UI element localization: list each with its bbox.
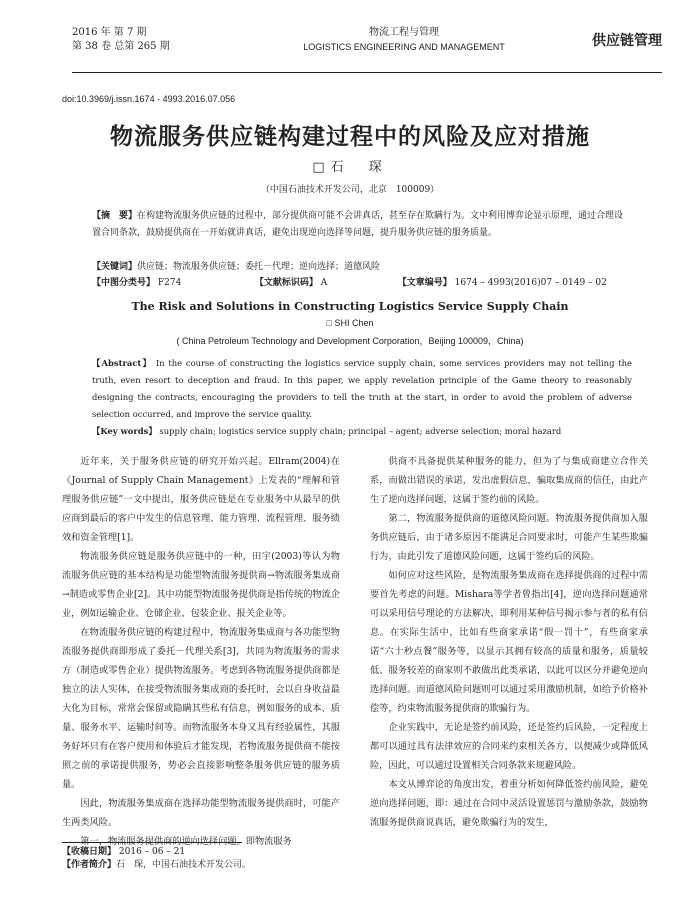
author-bio-label: 【作者简介】 — [62, 860, 117, 870]
body-column-right — [370, 452, 648, 832]
journal-name-en: LOGISTICS ENGINEERING AND MANAGEMENT — [303, 42, 505, 52]
footnote-rule — [62, 842, 242, 843]
body-paragraph: 供商不具备提供某种服务的能力，但为了与集成商建立合作关系，而做出错误的承诺，发出虚假信息，骗取集成商的信任，由此产生了逆向选择问题，这属于签约前的风险。 — [370, 456, 648, 505]
year-issue: 2016 年 第 7 期 — [72, 27, 147, 38]
footnote — [62, 846, 251, 872]
affiliation-en: ( China Petroleum Technology and Development Corporation，Beijing 100009，China) — [176, 336, 524, 346]
body-column-left — [62, 452, 340, 851]
header-rule — [72, 72, 662, 73]
article-no-value: 1674 – 4993(2016)07 – 0149 – 02 — [454, 278, 607, 288]
classification-row — [92, 276, 632, 290]
body-paragraph: 本文从博弈论的角度出发，着重分析如何降低签约前风险，避免逆向选择问题，即：通过在合同中灵活设置惩罚与激励条款，鼓励物流服务提供商说真话，避免欺骗行为的发生， — [370, 779, 648, 828]
issue-info — [72, 26, 170, 54]
keywords-cn-text: 供应链；物流服务供应链；委托－代理；逆向选择；道德风险 — [137, 262, 381, 272]
abstract-cn-text: 在构建物流服务供应链的过程中，部分提供商可能不会讲真话，甚至存在欺瞒行为。文中利用博弈论显示原理，通过合理设置合同条款，鼓励提供商在一开始就讲真话，避免出现逆向选择等问题，提升服务供应链的服务质量。 — [92, 211, 624, 238]
body-paragraph: 企业实践中，无论是签约前风险，还是签约后风险，一定程度上都可以通过具有法律效应的合同来约束相关各方，以便减少或降低风险，因此，可以通过设置相关合同条款来规避风险。 — [370, 722, 648, 771]
paper-title: 物流服务供应链构建过程中的风险及应对措施 — [110, 124, 590, 150]
running-header — [72, 26, 662, 74]
keywords-en — [92, 424, 632, 438]
author-bio: 石 琛，中国石油技术开发公司。 — [116, 860, 252, 870]
section-label: 供应链管理 — [592, 33, 662, 49]
body-paragraph: 第一，物流服务提供商的逆向选择问题。即物流服务 — [80, 836, 292, 847]
volume-total: 第 38 卷 总第 265 期 — [72, 41, 170, 52]
article-no-label: 【文章编号】 — [397, 278, 452, 288]
abstract-cn-label: 【摘 要】 — [92, 211, 138, 221]
keywords-cn — [92, 260, 632, 274]
journal-name — [294, 26, 514, 54]
body-paragraph: 如何应对这些风险，是物流服务集成商在选择提供商的过程中需要首先考虑的问题。Mishara等学者曾指出[4]，逆向选择问题通常可以采用信号理论的方法解决，即利用某种信号揭示参与者的私有信息。在实际生活中，比如有些商家承诺“假一罚十”，有些商家承诺“六十秒点餐”服务等，以显示其拥有较高的质量和服务，质量较低、服务较差的商家则不敢做出此类承诺，以此可以区分并避免逆向选择问题。而道德风险问题则可以通过采用激励机制，如给予价格补偿等，约束物流服务提供商的欺骗行为。 — [370, 570, 648, 714]
journal-name-cn: 物流工程与管理 — [369, 27, 439, 38]
abstract-en-label: 【Abstract】 — [92, 358, 152, 368]
affiliation: （中国石油技术开发公司，北京 100009） — [260, 185, 440, 195]
body-paragraph: 因此，物流服务集成商在选择功能型物流服务提供商时，可能产生两类风险。 — [62, 798, 340, 828]
author-en: □ SHI Chen — [326, 318, 374, 328]
body-paragraph: 近年来，关于服务供应链的研究开始兴起。Ellram(2004)在《Journal of Supply Chain Management》上发表的“理解和管理服务供应链”一文中提出，服务供应链是在专业服务中从最早的供应商到最后的客户中发生的信息管理、能力管理、流程管理、服务绩效和资金管理[1]。 — [62, 456, 340, 543]
doi: doi:10.3969/j.issn.1674 - 4993.2016.07.056 — [62, 94, 236, 104]
abstract-en-text: In the course of constructing the logistics service supply chain, some services providers may not telling the truth, even resort to deception and fraud. In this paper, we apply revelation principle of the Game theory to reasonably designing the contracts, encouraging the providers to tell the truth at the start, in order to avoid the problem of adverse selection occurred, and improve the service quality. — [92, 358, 632, 419]
paper-title-en: The Risk and Solutions in Constructing Logistics Service Supply Chain — [131, 300, 569, 313]
author: □石 琛 — [312, 160, 388, 175]
clc-label: 【中图分类号】 — [92, 278, 156, 288]
keywords-en-label: 【Key words】 — [92, 426, 157, 436]
keywords-cn-label: 【关键词】 — [92, 262, 138, 272]
body-paragraph: 物流服务供应链是服务供应链中的一种，田宇(2003)等认为物流服务供应链的基本结构是功能型物流服务提供商→物流服务集成商→制造或零售企业[2]。其中功能型物流服务提供商是指传统的物流企业，例如运输企业、仓储企业、包装企业、报关企业等。 — [62, 551, 340, 619]
doc-code-value: A — [320, 278, 328, 288]
clc-value: F274 — [157, 278, 182, 288]
received-label: 【收稿日期】 — [62, 847, 117, 857]
received-date: 2016 – 06 – 21 — [118, 847, 186, 857]
body-paragraph: 在物流服务供应链的构建过程中，物流服务集成商与各功能型物流服务提供商即形成了委托－代理关系[3]，共同为物流服务的需求方（制造或零售企业）提供物流服务。考虑到各物流服务提供商都是独立的法人实体，在接受物流服务集成商的委托时，会以自身收益最大化为目标，常常会保留或隐瞒其些私有信息，例如服务的成本、质量、服务水平、运输时间等。而物流服务本身又具有经验属性，其服务好坏只有在客户使用和体验后才能发现，若物流服务提供商不能按照之前的承诺提供服务，势必会直接影响整条服务供应链的服务质量。 — [62, 627, 340, 790]
keywords-en-text: supply chain; logistics service supply chain; principal – agent; adverse selection; moral hazard — [159, 426, 562, 436]
abstract-cn — [92, 208, 632, 242]
body-paragraph: 第二，物流服务提供商的道德风险问题。物流服务提供商加入服务供应链后，由于诸多原因不能满足合同要求时，可能产生某些欺骗行为，由此引发了道德风险问题，这属于签约后的风险。 — [370, 513, 648, 562]
abstract-en — [92, 355, 632, 423]
doc-code-label: 【文献标识码】 — [254, 278, 318, 288]
